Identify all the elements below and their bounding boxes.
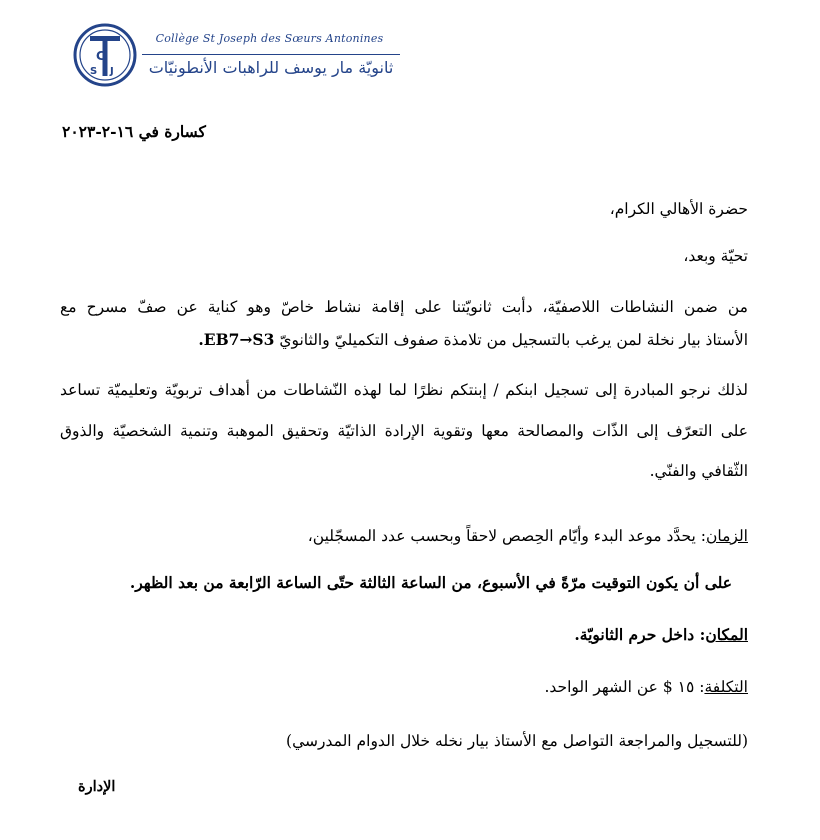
time-text: : يحدَّد موعد البدء وأيّام الحِصص لاحقاً وبحسب عدد المسجّلين،	[307, 527, 706, 545]
place-line	[574, 625, 748, 644]
emblem-letter-j: J	[110, 66, 114, 77]
paragraph-2-line-2: على التعرّف إلى الذّات والمصالحة معها وتقوية الإرادة الذاتيّة وتحقيق الموهبة وتنمية الشخصيّة والذوق	[60, 422, 748, 440]
time-line	[308, 527, 748, 545]
paragraph-1-line-2-text: الأستاذ بيار نخلة لمن يرغب بالتسجيل من تلامذة صفوف التكميليّ والثانويّ	[274, 331, 748, 349]
emblem-letter-c: C	[96, 49, 105, 63]
paragraph-1-line-2	[198, 330, 748, 349]
place-text: : داخل حرم الثانويّة.	[574, 625, 706, 644]
class-range: EB7→S3.	[198, 330, 275, 349]
salutation: حضرة الأهالي الكرام،	[609, 200, 748, 218]
logo-divider	[142, 54, 400, 55]
registration-note: (للتسجيل والمراجعة التواصل مع الأستاذ بيار نخله خلال الدوام المدرسي)	[286, 732, 748, 750]
school-emblem-icon	[72, 22, 138, 88]
school-name-french: Collège St Joseph des Sœurs Antonines	[155, 32, 384, 45]
place-label: المكان	[705, 625, 748, 644]
emblem-letter-s: S	[90, 66, 98, 77]
cost-line	[544, 678, 748, 696]
time-detail: على أن يكون التوقيت مرّةً في الأسبوع، من الساعة الثالثة حتّى الساعة الرّابعة من بعد الظهر.	[129, 573, 732, 592]
paragraph-1-line-1: من ضمن النشاطات اللاصفيّة، دأبت ثانويّتنا على إقامة نشاط خاصّ وهو كناية عن صفّ مسرح مع	[60, 298, 748, 316]
school-logo	[72, 20, 402, 92]
letter-date: كسارة في ١٦-٢-٢٠٢٣	[62, 122, 206, 141]
school-name-arabic: ثانويّة مار يوسف للراهبات الأنطونيّات	[148, 58, 394, 77]
cost-text: : ١٥ $ عن الشهر الواحد.	[544, 678, 705, 696]
cost-label: التكلفة	[704, 678, 748, 696]
paragraph-2-line-1: لذلك نرجو المبادرة إلى تسجيل ابنكم / إبنتكم نظرًا لما لهذه النّشاطات من أهداف تربويّة وتعليميّة تساعد	[60, 381, 748, 399]
greeting: تحيّة وبعد،	[683, 247, 748, 265]
time-label: الزمان	[706, 527, 748, 545]
paragraph-2-line-3: الثّقافي والفنّي.	[649, 462, 748, 480]
signature: الإدارة	[78, 778, 116, 795]
